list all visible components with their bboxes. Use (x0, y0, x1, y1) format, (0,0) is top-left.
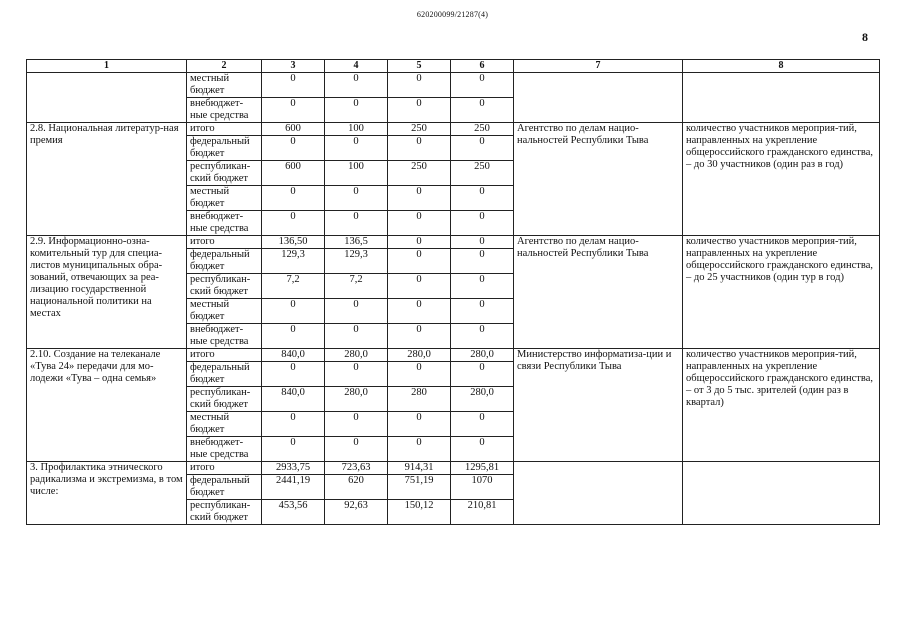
amount-v3: 0 (262, 136, 325, 161)
amount-v6: 0 (451, 324, 514, 349)
column-number: 2 (187, 60, 262, 73)
amount-v4: 0 (325, 98, 388, 123)
amount-v6: 0 (451, 236, 514, 249)
funding-source: внебюджет-ные средства (187, 437, 262, 462)
amount-v5: 914,31 (388, 462, 451, 475)
funding-source: местный бюджет (187, 299, 262, 324)
executor: Агентство по делам нацио-нальностей Республики Тыва (514, 236, 683, 349)
amount-v6: 0 (451, 211, 514, 236)
funding-source: федеральный бюджет (187, 475, 262, 500)
amount-v6: 250 (451, 123, 514, 136)
amount-v5: 0 (388, 186, 451, 211)
column-number: 6 (451, 60, 514, 73)
amount-v3: 2441,19 (262, 475, 325, 500)
amount-v4: 0 (325, 299, 388, 324)
amount-v4: 136,5 (325, 236, 388, 249)
amount-v5: 0 (388, 362, 451, 387)
amount-v3: 0 (262, 186, 325, 211)
amount-v6: 0 (451, 437, 514, 462)
funding-source: местный бюджет (187, 73, 262, 98)
amount-v6: 250 (451, 161, 514, 186)
funding-source: республикан-ский бюджет (187, 161, 262, 186)
column-number: 3 (262, 60, 325, 73)
amount-v5: 0 (388, 249, 451, 274)
executor: Министерство информатиза-ции и связи Республики Тыва (514, 349, 683, 462)
amount-v5: 250 (388, 161, 451, 186)
amount-v5: 0 (388, 324, 451, 349)
activity-title: 3. Профилактика этнического радикализма и экстремизма, в том числе: (27, 462, 187, 525)
amount-v3: 0 (262, 412, 325, 437)
amount-v5: 250 (388, 123, 451, 136)
amount-v4: 0 (325, 186, 388, 211)
indicator: количество участников мероприя-тий, направленных на укрепление общероссийского гражданского единства, – до 30 участников (один раз в год) (683, 123, 880, 236)
column-number: 8 (683, 60, 880, 73)
amount-v6: 0 (451, 362, 514, 387)
funding-source: внебюджет-ные средства (187, 211, 262, 236)
amount-v4: 100 (325, 161, 388, 186)
activity-title: 2.10. Создание на телеканале «Тува 24» передачи для мо-лодежи «Тува – одна семья» (27, 349, 187, 462)
budget-table (26, 59, 880, 525)
amount-v3: 2933,75 (262, 462, 325, 475)
funding-source: республикан-ский бюджет (187, 274, 262, 299)
amount-v6: 0 (451, 98, 514, 123)
amount-v3: 0 (262, 73, 325, 98)
amount-v5: 0 (388, 437, 451, 462)
amount-v5: 0 (388, 211, 451, 236)
amount-v4: 620 (325, 475, 388, 500)
amount-v5: 280 (388, 387, 451, 412)
amount-v4: 0 (325, 211, 388, 236)
indicator: количество участников мероприя-тий, направленных на укрепление общероссийского гражданского единства, – до 25 участников (один тур в год) (683, 236, 880, 349)
amount-v4: 92,63 (325, 500, 388, 525)
funding-source: итого (187, 236, 262, 249)
amount-v6: 0 (451, 249, 514, 274)
indicator (683, 462, 880, 525)
amount-v5: 751,19 (388, 475, 451, 500)
amount-v6: 280,0 (451, 349, 514, 362)
amount-v6: 0 (451, 136, 514, 161)
amount-v4: 0 (325, 136, 388, 161)
amount-v6: 1070 (451, 475, 514, 500)
amount-v5: 280,0 (388, 349, 451, 362)
amount-v4: 0 (325, 324, 388, 349)
executor (514, 73, 683, 123)
amount-v5: 150,12 (388, 500, 451, 525)
table-row (27, 123, 880, 136)
amount-v3: 453,56 (262, 500, 325, 525)
amount-v3: 129,3 (262, 249, 325, 274)
amount-v3: 600 (262, 161, 325, 186)
amount-v3: 0 (262, 211, 325, 236)
amount-v5: 0 (388, 98, 451, 123)
funding-source: итого (187, 123, 262, 136)
amount-v4: 0 (325, 437, 388, 462)
executor: Агентство по делам нацио-нальностей Республики Тыва (514, 123, 683, 236)
indicator: количество участников мероприя-тий, направленных на укрепление общероссийского гражданского единства, – от 3 до 5 тыс. зрителей (один раз в квартал) (683, 349, 880, 462)
amount-v5: 0 (388, 299, 451, 324)
table-row (27, 462, 880, 475)
amount-v5: 0 (388, 236, 451, 249)
amount-v4: 7,2 (325, 274, 388, 299)
amount-v3: 840,0 (262, 387, 325, 412)
funding-source: внебюджет-ные средства (187, 324, 262, 349)
amount-v6: 210,81 (451, 500, 514, 525)
amount-v4: 0 (325, 362, 388, 387)
amount-v6: 1295,81 (451, 462, 514, 475)
amount-v3: 7,2 (262, 274, 325, 299)
funding-source: внебюджет-ные средства (187, 98, 262, 123)
amount-v3: 0 (262, 437, 325, 462)
funding-source: итого (187, 462, 262, 475)
funding-source: федеральный бюджет (187, 362, 262, 387)
funding-source: местный бюджет (187, 412, 262, 437)
funding-source: республикан-ский бюджет (187, 500, 262, 525)
amount-v4: 280,0 (325, 387, 388, 412)
amount-v5: 0 (388, 274, 451, 299)
amount-v6: 0 (451, 73, 514, 98)
page-number: 8 (862, 30, 868, 44)
amount-v3: 136,50 (262, 236, 325, 249)
amount-v4: 0 (325, 412, 388, 437)
funding-source: республикан-ский бюджет (187, 387, 262, 412)
document-id: 620200099/21287(4) (416, 10, 489, 19)
table-row (27, 73, 880, 98)
amount-v3: 0 (262, 98, 325, 123)
amount-v4: 723,63 (325, 462, 388, 475)
amount-v3: 0 (262, 362, 325, 387)
column-number: 1 (27, 60, 187, 73)
amount-v5: 0 (388, 412, 451, 437)
column-number: 4 (325, 60, 388, 73)
executor (514, 462, 683, 525)
funding-source: федеральный бюджет (187, 249, 262, 274)
amount-v6: 0 (451, 186, 514, 211)
amount-v3: 600 (262, 123, 325, 136)
funding-source: местный бюджет (187, 186, 262, 211)
activity-title (27, 73, 187, 123)
amount-v6: 0 (451, 412, 514, 437)
funding-source: федеральный бюджет (187, 136, 262, 161)
amount-v5: 0 (388, 73, 451, 98)
amount-v4: 129,3 (325, 249, 388, 274)
amount-v3: 0 (262, 324, 325, 349)
amount-v3: 0 (262, 299, 325, 324)
activity-title: 2.8. Национальная литератур-ная премия (27, 123, 187, 236)
amount-v6: 280,0 (451, 387, 514, 412)
column-number-row (27, 60, 880, 73)
amount-v4: 0 (325, 73, 388, 98)
amount-v6: 0 (451, 299, 514, 324)
table-row (27, 349, 880, 362)
amount-v3: 840,0 (262, 349, 325, 362)
amount-v4: 100 (325, 123, 388, 136)
indicator (683, 73, 880, 123)
amount-v4: 280,0 (325, 349, 388, 362)
activity-title: 2.9. Информационно-озна-комительный тур для специа-листов муниципальных обра-зований, отвечающих за реа-лизацию государственной национальной политики на местах (27, 236, 187, 349)
column-number: 7 (514, 60, 683, 73)
column-number: 5 (388, 60, 451, 73)
amount-v5: 0 (388, 136, 451, 161)
table-row (27, 236, 880, 249)
amount-v6: 0 (451, 274, 514, 299)
funding-source: итого (187, 349, 262, 362)
